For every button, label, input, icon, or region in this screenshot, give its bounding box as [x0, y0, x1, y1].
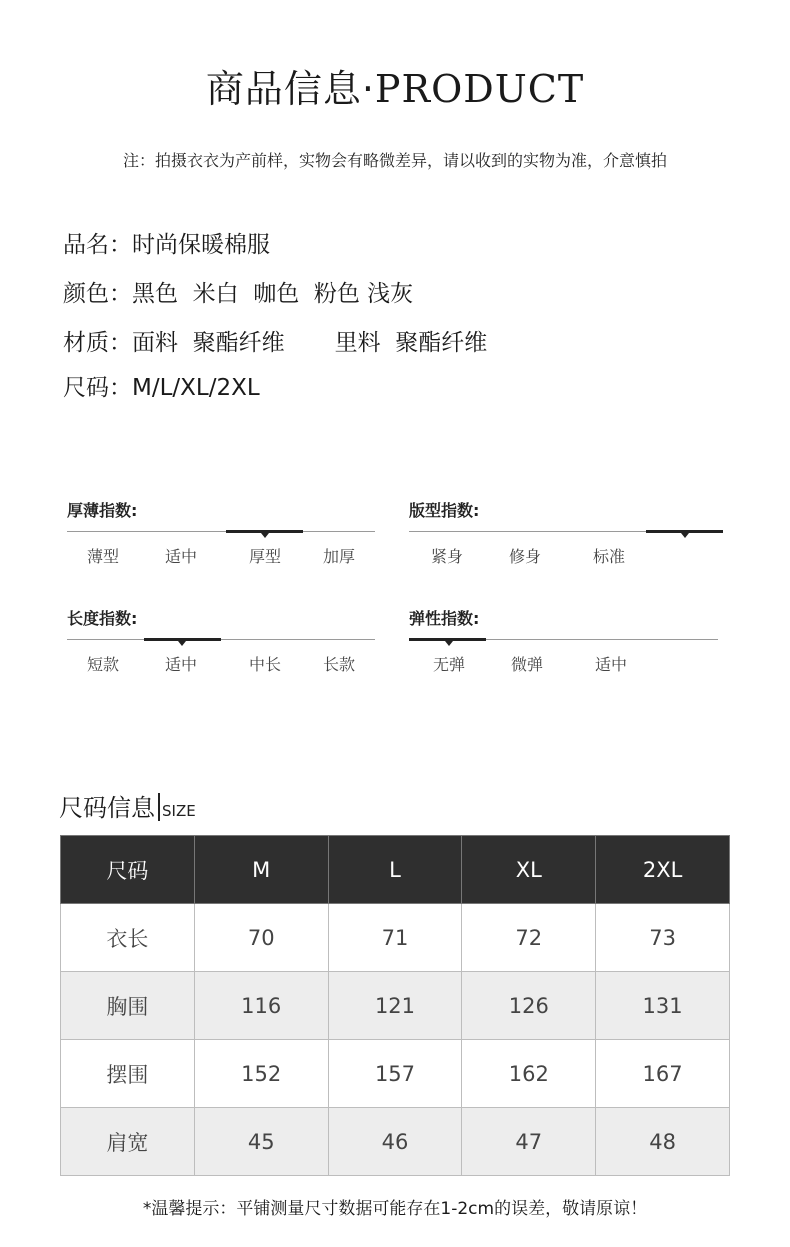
- spec-size-value: M/L/XL/2XL: [132, 375, 260, 401]
- length-option: 适中: [164, 655, 198, 674]
- fit-index: [409, 498, 729, 578]
- table-cell: 肩宽: [61, 1108, 195, 1176]
- table-cell: 162: [462, 1040, 596, 1108]
- length-option: 长款: [322, 655, 356, 674]
- title-en: PRODUCT: [374, 67, 585, 111]
- table-cell: 胸围: [61, 972, 195, 1040]
- size-table: [60, 835, 730, 1176]
- elasticity-index: [409, 606, 729, 686]
- table-cell: 衣长: [61, 904, 195, 972]
- table-cell: 167: [596, 1040, 730, 1108]
- title-divider: [158, 793, 160, 821]
- fit-option: 修身: [508, 547, 542, 566]
- fit-index-title: 版型指数:: [409, 501, 480, 520]
- table-cell: 47: [462, 1108, 596, 1176]
- length-pointer-icon: [178, 641, 186, 646]
- table-cell: 72: [462, 904, 596, 972]
- fit-option: 紧身: [430, 547, 464, 566]
- thickness-pointer-icon: [261, 533, 269, 538]
- size-title-en: SIZE: [162, 802, 196, 820]
- elasticity-index-title: 弹性指数:: [409, 609, 480, 628]
- elasticity-option: 微弹: [510, 655, 544, 674]
- length-option: 中长: [248, 655, 282, 674]
- table-cell: 152: [194, 1040, 328, 1108]
- thickness-index-title: 厚薄指数:: [67, 501, 138, 520]
- spec-material: [63, 324, 487, 357]
- length-scale-line: [67, 639, 375, 640]
- fit-pointer-icon: [681, 533, 689, 538]
- thickness-scale-line: [67, 531, 375, 532]
- table-cell: 摆围: [61, 1040, 195, 1108]
- elasticity-option: 适中: [594, 655, 628, 674]
- spec-name: [63, 226, 270, 259]
- title-cn: 商品信息·: [205, 67, 375, 111]
- spec-color: [63, 275, 413, 308]
- table-row: [61, 904, 730, 972]
- header-cell: 2XL: [596, 836, 730, 904]
- spec-fabric-value: 面料 聚酯纤维: [132, 330, 285, 356]
- table-cell: 126: [462, 972, 596, 1040]
- header-cell: XL: [462, 836, 596, 904]
- spec-name-value: 时尚保暖棉服: [132, 232, 270, 258]
- spec-size-label: 尺码：: [63, 375, 132, 401]
- header-cell: 尺码: [61, 836, 195, 904]
- table-cell: 71: [328, 904, 462, 972]
- table-cell: 116: [194, 972, 328, 1040]
- spec-color-label: 颜色：: [63, 281, 132, 307]
- length-option: 短款: [86, 655, 120, 674]
- table-cell: 48: [596, 1108, 730, 1176]
- table-row: [61, 1108, 730, 1176]
- elasticity-pointer-icon: [445, 641, 453, 646]
- size-title-cn: 尺码信息: [59, 794, 155, 822]
- spec-name-label: 品名：: [63, 232, 132, 258]
- table-cell: 70: [194, 904, 328, 972]
- table-cell: 45: [194, 1108, 328, 1176]
- length-index-title: 长度指数:: [67, 609, 138, 628]
- header-cell: L: [328, 836, 462, 904]
- elasticity-option: 无弹: [432, 655, 466, 674]
- header-cell: M: [194, 836, 328, 904]
- measurement-tip: *温馨提示：平铺测量尺寸数据可能存在1-2cm的误差，敬请原谅！: [142, 1199, 648, 1219]
- table-cell: 46: [328, 1108, 462, 1176]
- thickness-option: 厚型: [248, 547, 282, 566]
- table-cell: 121: [328, 972, 462, 1040]
- thickness-option: 加厚: [322, 547, 356, 566]
- length-index: [67, 606, 377, 686]
- spec-size: [63, 369, 260, 402]
- thickness-option: 适中: [164, 547, 198, 566]
- size-table-header-row: [61, 836, 730, 904]
- spec-material-label: 材质：: [63, 330, 132, 356]
- table-cell: 131: [596, 972, 730, 1040]
- size-section-title: [59, 788, 196, 823]
- table-cell: 157: [328, 1040, 462, 1108]
- thickness-index: [67, 498, 377, 578]
- spec-lining-value: 里料 聚酯纤维: [334, 330, 488, 356]
- table-cell: 73: [596, 904, 730, 972]
- page-title: [0, 58, 790, 113]
- fit-option: 标准: [592, 547, 626, 566]
- spec-color-value: 黑色 米白 咖色 粉色 浅灰: [132, 281, 414, 307]
- sample-note: 注：拍摄衣衣为产前样，实物会有略微差异，请以收到的实物为准，介意慎拍: [122, 151, 667, 170]
- table-row: [61, 1040, 730, 1108]
- table-row: [61, 972, 730, 1040]
- thickness-option: 薄型: [86, 547, 120, 566]
